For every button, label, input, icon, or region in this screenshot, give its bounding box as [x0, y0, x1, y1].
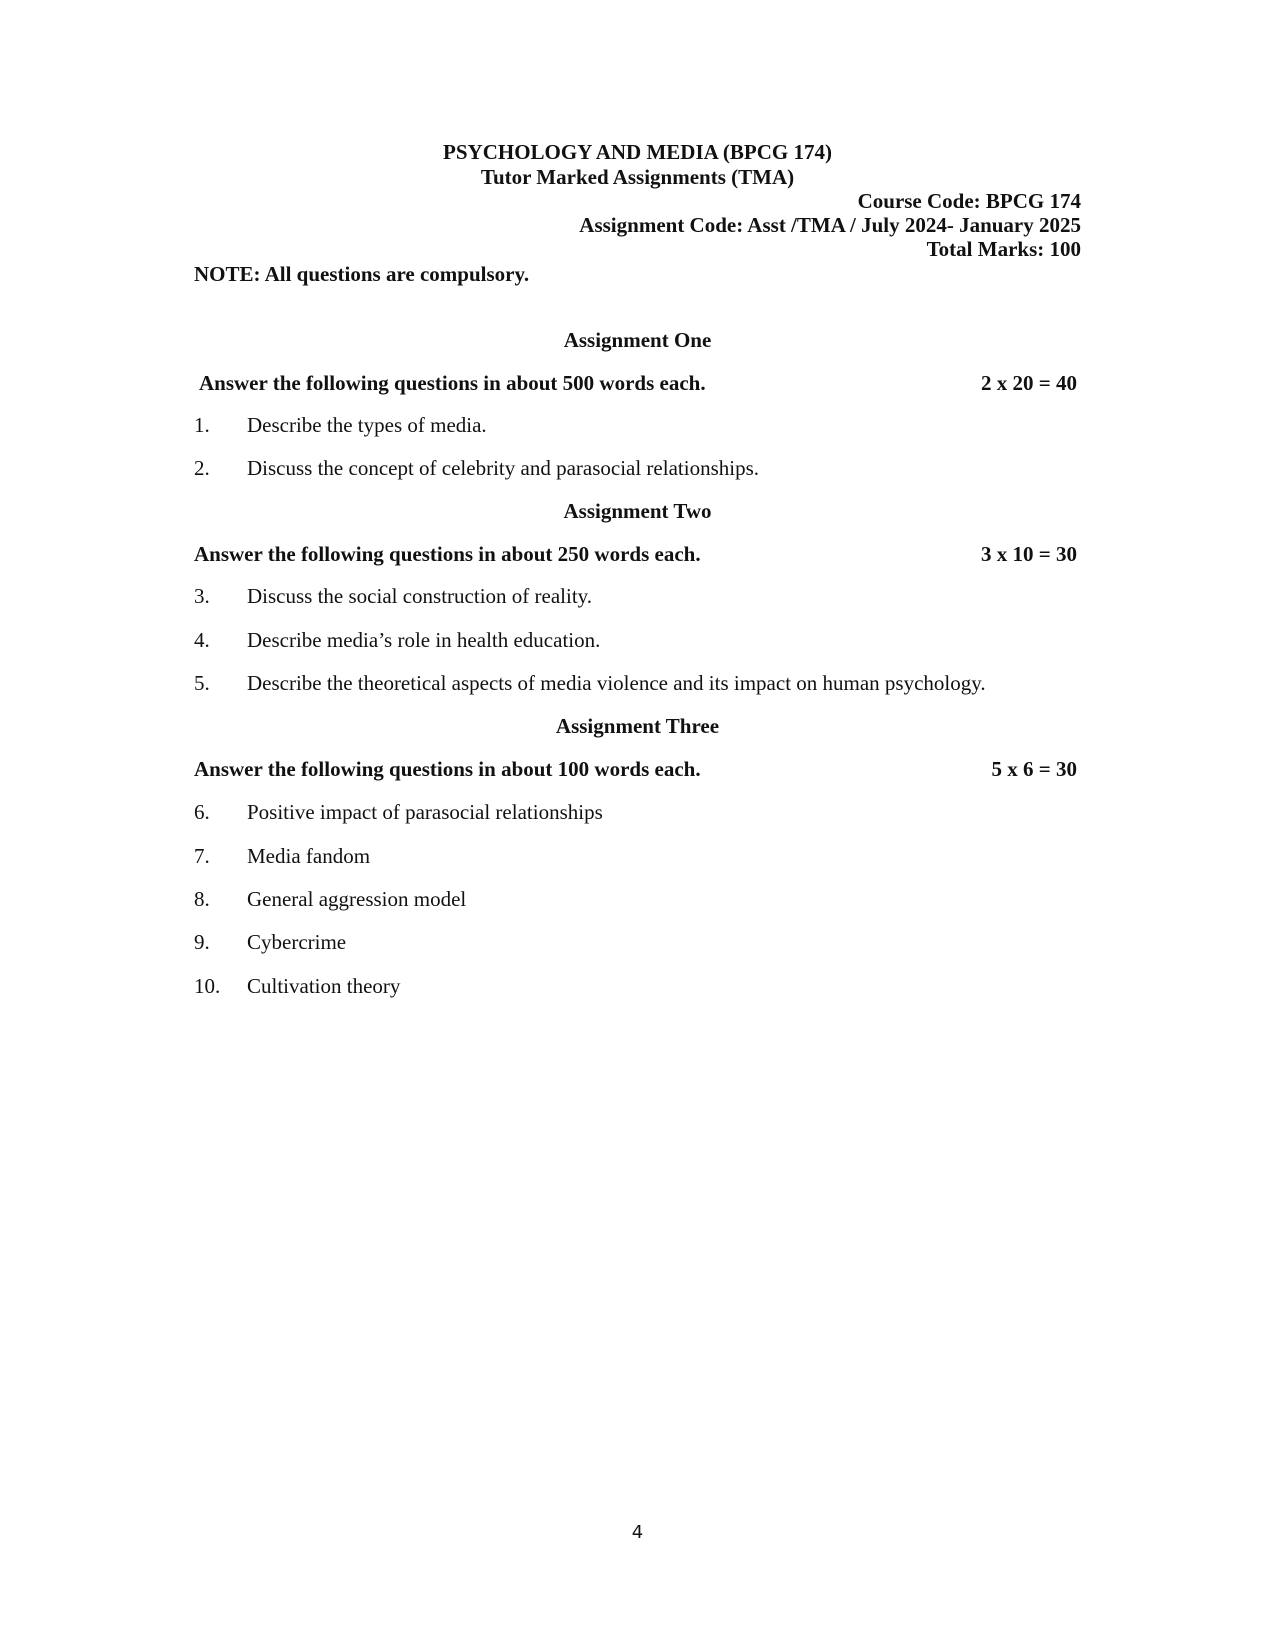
question-text: Cultivation theory — [247, 974, 401, 998]
total-marks: Total Marks: 100 — [926, 237, 1081, 261]
document-subtitle: Tutor Marked Assignments (TMA) — [480, 165, 795, 189]
question-number: 4. — [194, 628, 210, 652]
section-marks: 2 x 20 = 40 — [981, 371, 1077, 395]
section-heading: Assignment Two — [563, 499, 712, 523]
question-number: 9. — [194, 930, 210, 954]
question-text: Describe the types of media. — [247, 413, 487, 437]
question-text: Discuss the social construction of reality. — [247, 584, 593, 608]
section-instruction: Answer the following questions in about 250 words each. — [194, 542, 701, 566]
question-number: 8. — [194, 887, 210, 911]
question-text: Media fandom — [247, 844, 371, 868]
question-number: 3. — [194, 584, 210, 608]
question-text: Describe media’s role in health education. — [247, 628, 601, 652]
section-heading: Assignment Three — [555, 714, 720, 738]
question-text: Cybercrime — [247, 930, 347, 954]
section-heading: Assignment One — [563, 328, 712, 352]
section-instruction: Answer the following questions in about 500 words each. — [199, 371, 706, 395]
question-text: Describe the theoretical aspects of media violence and its impact on human psychology. — [247, 671, 986, 695]
question-number: 10. — [194, 974, 221, 998]
document-title: PSYCHOLOGY AND MEDIA (BPCG 174) — [443, 140, 832, 164]
question-text: General aggression model — [247, 887, 467, 911]
question-text: Discuss the concept of celebrity and parasocial relationships. — [247, 456, 759, 480]
question-number: 6. — [194, 800, 210, 824]
section-marks: 5 x 6 = 30 — [991, 757, 1077, 781]
question-text: Positive impact of parasocial relationships — [247, 800, 603, 824]
assignment-code: Assignment Code: Asst /TMA / July 2024- January 2025 — [579, 213, 1081, 237]
question-number: 7. — [194, 844, 210, 868]
question-number: 2. — [194, 456, 210, 480]
question-number: 1. — [194, 413, 210, 437]
question-number: 5. — [194, 671, 210, 695]
section-instruction: Answer the following questions in about 100 words each. — [194, 757, 701, 781]
course-code: Course Code: BPCG 174 — [857, 189, 1081, 213]
page-number: 4 — [631, 1522, 644, 1543]
section-marks: 3 x 10 = 30 — [981, 542, 1077, 566]
note: NOTE: All questions are compulsory. — [194, 262, 530, 286]
